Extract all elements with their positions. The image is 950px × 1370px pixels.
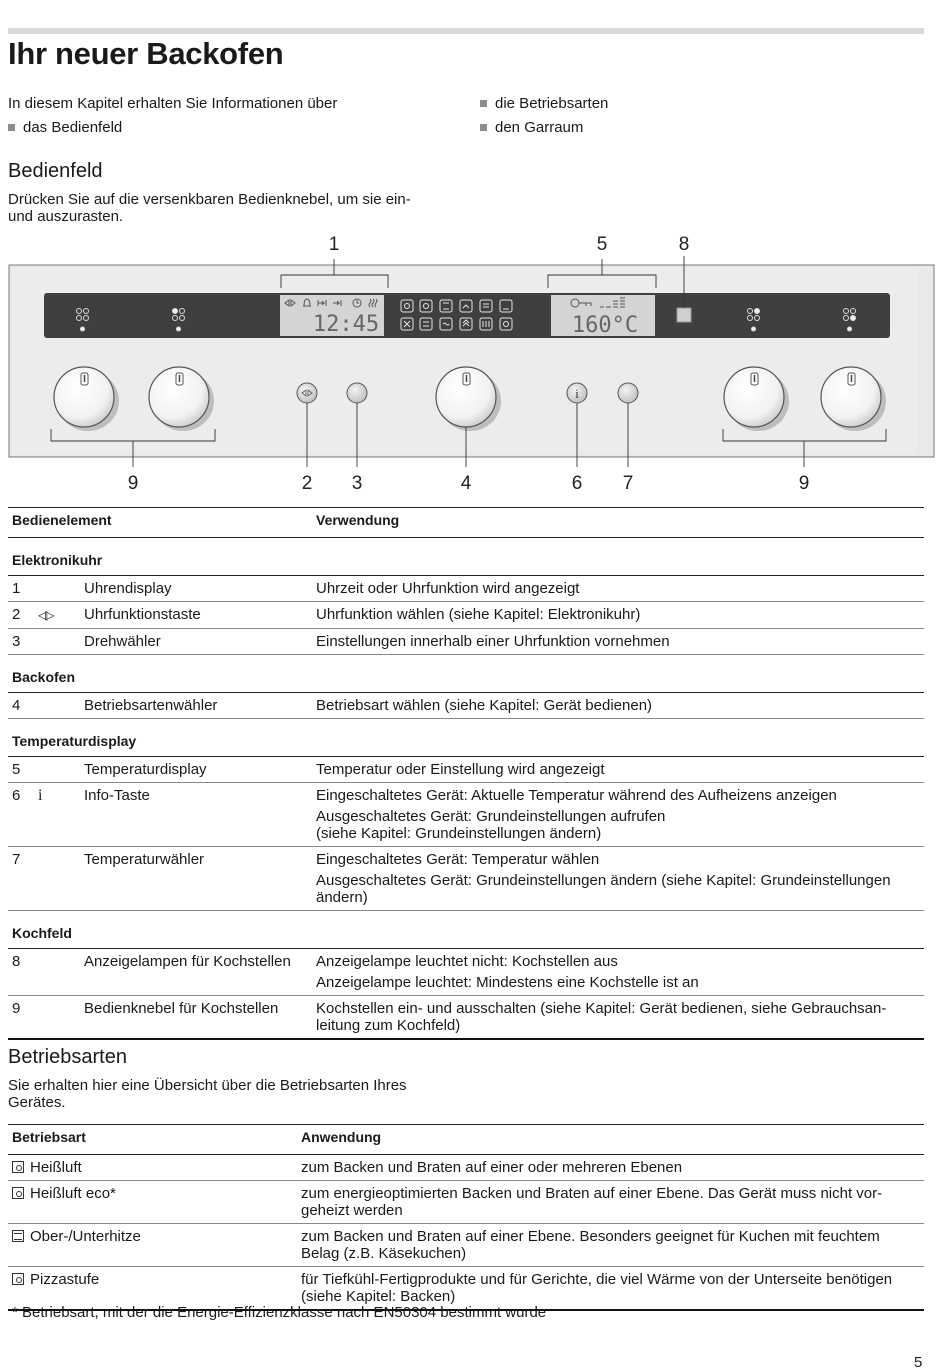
intro-lead: In diesem Kapitel erhalten Sie Informationen über: [8, 95, 338, 112]
bedienfeld-text-line1: Drücken Sie auf die versenkbaren Bedienknebel, um sie ein-: [8, 191, 411, 208]
callout-2: 2: [301, 473, 313, 494]
pizza-setting-icon: [12, 1273, 24, 1285]
clock-function-symbol-icon: ◁▷: [38, 608, 53, 622]
callout-7: 7: [622, 473, 634, 494]
table-row-continued: Ausgeschaltetes Gerät: Grundeinstellungen ändern (siehe Kapitel: Grundeinstellungen ändern): [8, 872, 924, 911]
callout-9-right: 9: [798, 473, 810, 494]
footnote: * Betriebsart, mit der die Energie-Effizienzklasse nach EN50304 bestimmt wurde: [12, 1304, 547, 1321]
section-heading-bedienfeld: Bedienfeld: [8, 160, 103, 182]
table-row: 3 Drehwähler Einstellungen innerhalb einer Uhrfunktion vornehmen: [8, 629, 924, 655]
table-header-row: [8, 508, 924, 538]
svg-text:i: i: [575, 386, 579, 401]
clock-display-value: 12:45: [312, 312, 380, 337]
table-row-continued: Ausgeschaltetes Gerät: Grundeinstellungen aufrufen (siehe Kapitel: Grundeinstellungen ändern): [8, 808, 924, 847]
header-bedienelement: Bedienelement: [8, 508, 312, 538]
temperature-selector-button: [618, 383, 638, 403]
table-row: 2 ◁▷ Uhrfunktionstaste Uhrfunktion wählen (siehe Kapitel: Elektronikuhr): [8, 602, 924, 629]
hot-air-icon: [12, 1161, 24, 1173]
callout-3: 3: [351, 473, 363, 494]
table-row-continued: Anzeigelampe leuchtet: Mindestens eine Kochstelle ist an: [8, 974, 924, 996]
section-row-backofen: Backofen: [8, 655, 924, 693]
table-header-row: [8, 1125, 924, 1155]
betriebsarten-text-line1: Sie erhalten hier eine Übersicht über die Betriebsarten Ihres: [8, 1077, 407, 1094]
callout-8: 8: [678, 234, 690, 255]
intro-bullet-bedienfeld: das Bedienfeld: [8, 119, 122, 136]
top-rule: [8, 28, 924, 34]
callout-9-left: 9: [127, 473, 139, 494]
temperature-display-value: 160°C: [571, 313, 639, 338]
table-row: Pizzastufe für Tiefkühl-Fertigprodukte und für Gerichte, die viel Wärme von der Unterseite benötigen (siehe Kapitel: Backen): [8, 1267, 924, 1311]
table-row: Heißluft eco* zum energieoptimierten Backen und Braten auf einer Ebene. Das Gerät muss nicht vor- geheizt werden: [8, 1181, 924, 1224]
betriebsarten-text-line2: Gerätes.: [8, 1094, 66, 1111]
page-number: 5: [914, 1354, 923, 1370]
table-row: Heißluft zum Backen und Braten auf einer oder mehreren Ebenen: [8, 1155, 924, 1181]
section-row-temperaturdisplay: Temperaturdisplay: [8, 719, 924, 757]
table-row: 9 Bedienknebel für Kochstellen Kochstellen ein- und ausschalten (siehe Kapitel: Gerät bedienen, siehe Gebrauchsan- leitung zum Kochfeld): [8, 996, 924, 1040]
rotary-selector-button: [347, 383, 367, 403]
hot-air-eco-icon: [12, 1187, 24, 1199]
hob-indicator-lamp: [677, 308, 691, 322]
table-row: 1 Uhrendisplay Uhrzeit oder Uhrfunktion wird angezeigt: [8, 576, 924, 602]
intro-bullet-garraum: den Garraum: [480, 119, 583, 136]
section-row-elektronikuhr: Elektronikuhr: [8, 538, 924, 576]
info-button: [567, 383, 587, 403]
intro-bullet-betriebsarten: die Betriebsarten: [480, 95, 608, 112]
page-title: Ihr neuer Backofen: [8, 36, 284, 71]
table-row: 7 Temperaturwähler Eingeschaltetes Gerät: Temperatur wählen: [8, 847, 924, 873]
section-heading-betriebsarten: Betriebsarten: [8, 1046, 127, 1068]
bedienfeld-text-line2: und auszurasten.: [8, 208, 124, 225]
top-bottom-heat-icon: [12, 1230, 24, 1242]
header-verwendung: Verwendung: [312, 508, 924, 538]
table-row: 4 Betriebsartenwähler Betriebsart wählen (siehe Kapitel: Gerät bedienen): [8, 693, 924, 719]
table-row: Ober-/Unterhitze zum Backen und Braten auf einer Ebene. Besonders geeignet für Kuchen mit feuchtem Belag (z.B. Käsekuchen): [8, 1224, 924, 1267]
table-row: 5 Temperaturdisplay Temperatur oder Einstellung wird angezeigt: [8, 757, 924, 783]
callout-4: 4: [460, 473, 472, 494]
clock-function-button: [297, 383, 317, 403]
operating-modes-table: [8, 1124, 924, 1311]
control-panel-diagram: [0, 228, 950, 498]
header-betriebsart: Betriebsart: [8, 1125, 297, 1155]
callout-5: 5: [596, 234, 608, 255]
table-row: 8 Anzeigelampen für Kochstellen Anzeigelampe leuchtet nicht: Kochstellen aus: [8, 949, 924, 975]
callout-6: 6: [571, 473, 583, 494]
controls-table: [8, 507, 924, 1040]
callout-1: 1: [328, 234, 340, 255]
header-anwendung: Anwendung: [297, 1125, 924, 1155]
info-symbol-icon: i: [38, 787, 43, 804]
table-row: 6 i Info-Taste Eingeschaltetes Gerät: Aktuelle Temperatur während des Aufheizens anzeigen: [8, 783, 924, 809]
section-row-kochfeld: Kochfeld: [8, 911, 924, 949]
